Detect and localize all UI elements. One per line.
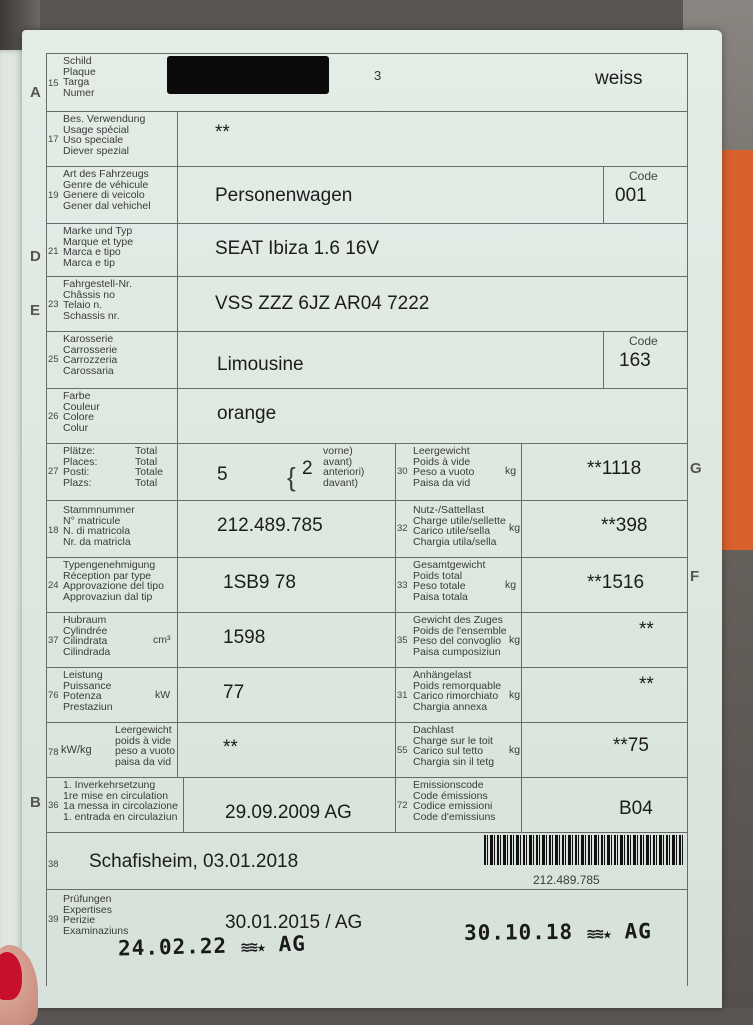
vehicle-type-label: Art des Fahrzeugs Genre de véhicule Genere di veicolo Gener dal vehichel (63, 168, 151, 212)
first-registration-label: 1. Inverkehrsetzung 1re mise en circulation 1a messa in circolazione 1. entrada en circulaziun (63, 779, 178, 823)
trailer-load-value: ** (639, 674, 654, 695)
emission-value: B04 (619, 798, 653, 819)
combination-weight-unit: kg (509, 634, 521, 646)
swiss-cross-stamp-icon: ≋≋★ (586, 924, 612, 943)
field-number: 38 (48, 859, 59, 870)
row-body (47, 332, 687, 389)
margin-letter-b: B (30, 794, 41, 811)
make-label: Marke und Typ Marque et type Marca e tipo Marca e tip (63, 225, 134, 269)
body-code-label: Code (629, 334, 658, 348)
inspection-stamp-2: 30.10.18 ≋≋★ AG (463, 919, 652, 945)
body-code: 163 (619, 350, 651, 371)
chassis-label: Fahrgestell-Nr. Châssis no Telaio n. Schassis nr. (63, 278, 132, 322)
field-number: 78 (48, 747, 59, 758)
barcode-number: 212.489.785 (533, 873, 600, 887)
row-first-registration-emission (47, 778, 687, 833)
margin-letter-d: D (30, 248, 41, 265)
power-weight-label: Leergewicht poids à vide peso a vuoto paisa da vid (115, 724, 176, 768)
row-plate (47, 54, 687, 112)
combination-weight-value: ** (639, 619, 654, 640)
type-approval-value: 1SB9 78 (223, 572, 296, 593)
seats-value: 5 (217, 464, 228, 485)
plate-color: weiss (595, 68, 643, 89)
power-label: Leistung Puissance Potenza Prestaziun (63, 669, 113, 713)
empty-weight-label: Leergewicht Poids à vide Peso a vuoto Paisa da vid (413, 445, 475, 489)
vehicle-type-code-label: Code (629, 169, 658, 183)
matricule-value: 212.489.785 (217, 515, 323, 536)
field-number: 18 (48, 525, 59, 536)
total-weight-label: Gesamtgewicht Poids total Peso totale Paisa totala (413, 559, 486, 603)
field-number: 24 (48, 580, 59, 591)
row-type-approval-total-weight (47, 558, 687, 613)
field-number: 55 (397, 745, 408, 756)
power-value: 77 (223, 682, 245, 703)
displacement-unit: cm³ (153, 634, 171, 646)
type-approval-label: Typengenehmigung Réception par type Approvazione del tipo Approvaziun dal tip (63, 559, 164, 603)
vehicle-type-code: 001 (615, 185, 647, 206)
registration-document-page (22, 30, 722, 1008)
payload-value: **398 (601, 515, 648, 536)
row-seats-empty-weight: 27 Plätze: Places: Posti: Plazs: Total Total Totale Total 5 { 2 vorne) avant) anteriori) davant) 30 Leergewicht Poids à vide Peso a vuoto Paisa da vid kg **1118 (47, 444, 687, 501)
field-number: 32 (397, 523, 408, 534)
front-seats-label: vorne) avant) anteriori) davant) (323, 445, 365, 489)
power-weight-value: ** (223, 737, 238, 758)
inspection-date: 30.01.2015 / AG (225, 912, 363, 933)
roof-load-value: **75 (613, 735, 649, 756)
plate-label: Schild Plaque Targa Numer (63, 55, 96, 99)
total-weight-unit: kg (505, 579, 517, 591)
redacted-plate-number (167, 56, 329, 94)
usage-label: Bes. Verwendung Usage spécial Uso speciale Diever spezial (63, 113, 146, 157)
field-number: 15 (48, 78, 59, 89)
field-number: 23 (48, 299, 59, 310)
inspection-stamp-1: 24.02.22 ≋≋★ AG (117, 931, 307, 961)
row-vehicle-type (47, 167, 687, 224)
colour-label: Farbe Couleur Colore Colur (63, 390, 100, 434)
field-number: 31 (397, 690, 408, 701)
usage-value: ** (215, 122, 230, 143)
chassis-value: VSS ZZZ 6JZ AR04 7222 (215, 293, 430, 314)
roof-load-label: Dachlast Charge sur le toit Carico sul tetto Chargia sin il tetg (413, 724, 495, 768)
front-seats-value: 2 (302, 458, 313, 479)
barcode (484, 835, 684, 865)
empty-weight-value: **1118 (587, 458, 642, 479)
make-value: SEAT Ibiza 1.6 16V (215, 238, 380, 259)
empty-weight-unit: kg (505, 465, 517, 477)
trailer-load-label: Anhängelast Poids remorquable Carico rimorchiato Chargia annexa (413, 669, 502, 713)
inspections-label: Prüfungen Expertises Perizie Examinaziuns (63, 893, 129, 937)
field-number: 19 (48, 190, 59, 201)
colour-value: orange (217, 403, 277, 424)
vehicle-type-value: Personenwagen (215, 185, 353, 206)
field-number: 39 (48, 914, 59, 925)
field-number: 33 (397, 580, 408, 591)
row-chassis (47, 277, 687, 332)
seats-label: Plätze: Places: Posti: Plazs: (63, 445, 98, 489)
row-colour (47, 389, 687, 444)
roof-load-unit: kg (509, 744, 521, 756)
total-weight-value: **1516 (587, 572, 645, 593)
displacement-value: 1598 (223, 627, 266, 648)
trailer-load-unit: kg (509, 689, 521, 701)
combination-weight-label: Gewicht des Zuges Poids de l'ensemble Peso del convoglio Paisa cumposiziun (413, 614, 507, 658)
field-number: 76 (48, 690, 59, 701)
background-orange-object (717, 150, 753, 550)
field-number: 27 (48, 466, 59, 477)
body-label: Karosserie Carrosserie Carrozzeria Carossaria (63, 333, 118, 377)
power-unit: kW (155, 689, 171, 701)
payload-label: Nutz-/Sattellast Charge utile/sellette Carico utile/sella Chargia utila/sella (413, 504, 506, 548)
row-power-trailer (47, 668, 687, 723)
field-number: 17 (48, 134, 59, 145)
matricule-label: Stammnummer N° matricule N. di matricola Nr. da matricla (63, 504, 135, 548)
row-usage (47, 112, 687, 167)
emission-label: Emissionscode Code émissions Codice emissioni Code d'emissiuns (413, 779, 496, 823)
body-value: Limousine (217, 354, 304, 375)
field-number: 30 (397, 466, 408, 477)
row-make (47, 224, 687, 277)
row-displacement-combination (47, 613, 687, 668)
margin-letter-a: A (30, 84, 41, 101)
field-number: 36 (48, 800, 59, 811)
margin-letter-g: G (690, 460, 702, 477)
row-power-weight-roof (47, 723, 687, 778)
field-number: 35 (397, 635, 408, 646)
displacement-label: Hubraum Cylindrée Cilindrata Cilindrada (63, 614, 111, 658)
first-registration-value: 29.09.2009 AG (225, 802, 352, 823)
swiss-cross-stamp-icon: ≋≋★ (240, 937, 266, 957)
row-matricule-payload (47, 501, 687, 558)
margin-letter-e: E (30, 302, 41, 319)
payload-unit: kg (509, 522, 521, 534)
margin-letter-f: F (690, 568, 700, 585)
field-number: 21 (48, 246, 59, 257)
page-number: 3 (374, 68, 382, 83)
field-number: 72 (397, 800, 408, 811)
power-weight-unit-label: kW/kg (61, 744, 92, 756)
field-number: 26 (48, 411, 59, 422)
field-number: 25 (48, 354, 59, 365)
seats-total-labels: Total Total Totale Total (135, 445, 164, 489)
field-number: 37 (48, 635, 59, 646)
issue-place-date: Schafisheim, 03.01.2018 (89, 851, 299, 872)
